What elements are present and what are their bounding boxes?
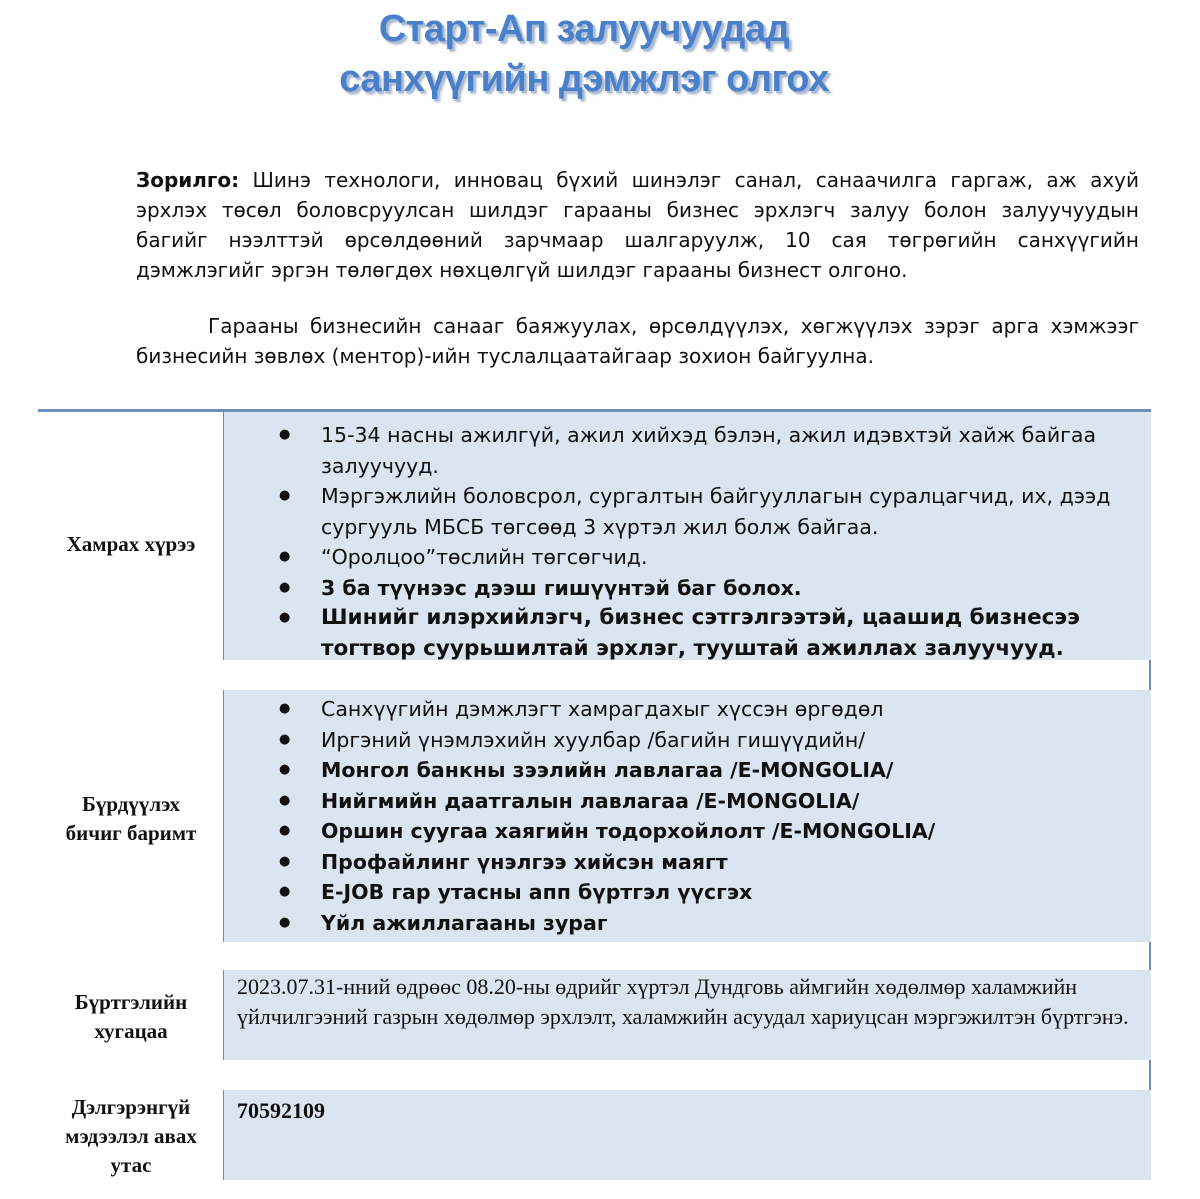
row-divider-edge: [1149, 660, 1151, 690]
page-title: [0, 4, 1168, 104]
list-item: ● 15-34 насны ажилгүй, ажил хийхэд бэлэн, ажил идэвхтэй хайж байгаа залуучууд.: [224, 420, 1151, 481]
registration-text: 2023.07.31-нний өдрөөс 08.20-ны өдрийг хүртэл Дундговь аймгийн хөдөлмөр халамжийн үйлчилгээний газрын хөдөлмөр эрхлэлт, халамжийн асуудал хариуцсан мэргэжилтэн бүртгэнэ.: [237, 974, 1129, 1029]
contact-cell: [223, 1090, 1151, 1180]
list-item: ● Иргэний үнэмлэхийн хуулбар /багийн гишүүдийн/: [224, 725, 1151, 756]
registration-label-line-2: хугацаа: [94, 1019, 168, 1043]
list-item: ● E-JOB гар утасны апп бүртгэл үүсгэх: [224, 877, 1151, 908]
title-line-2: санхүүгийн дэмжлэг олгох: [339, 58, 829, 100]
documents-list: [224, 690, 1151, 938]
list-item: ● Санхүүгийн дэмжлэгт хамрагдахыг хүссэн өргөдөл: [224, 694, 1151, 725]
goal-paragraph: [136, 165, 1139, 285]
documents-cell: [223, 690, 1151, 942]
list-item: ● Үйл ажиллагааны зураг: [224, 908, 1151, 939]
mentor-paragraph: Гарааны бизнесийн санааг баяжуулах, өрсөлдүүлэх, хөгжүүлэх зэрэг арга хэмжээг бизнесийн зөвлөх (ментор)-ийн туслалцаатайгаар зохион байгуулна.: [136, 314, 1139, 368]
title-line-1: Старт-Ап залуучуудад: [378, 8, 790, 50]
registration-label-line-1: Бүртгэлийн: [74, 990, 188, 1014]
list-item: ● Шинийг илэрхийлэгч, бизнес сэтгэлгээтэй, цаашид бизнесээ тогтвор суурьшилтай эрхлэг, тууштай ажиллах залуучууд.: [224, 603, 1151, 664]
goal-text: Шинэ технологи, инновац бүхий шинэлэг санал, санаачилга гаргаж, аж ахуй эрхлэх төсөл боловсруулсан шилдэг гарааны бизнес эрхлэгч залуу болон залуучуудын багийг нээлттэй өрсөлдөөний зарчмаар шалгаруулж, 10 сая төгрөгийн санхүүгийн дэмжлэгийг эргэн төлөгдөх нөхцөлгүй шилдэг гарааны бизнест олгоно.: [136, 168, 1139, 282]
row-divider-edge: [1149, 1060, 1151, 1090]
scope-cell: [223, 412, 1151, 660]
scope-label: Хамрах хүрээ: [66, 532, 196, 556]
row-divider-edge: [1149, 942, 1151, 970]
list-item: ● “Оролцоо”төслийн төгсөгчид.: [224, 542, 1151, 573]
documents-label-line-2: бичиг баримт: [65, 821, 197, 845]
list-item: ● Оршин суугаа хаягийн тодорхойлолт /E-MONGOLIA/: [224, 816, 1151, 847]
registration-cell: [223, 970, 1151, 1060]
contact-label-line-1: Дэлгэрэнгүй: [71, 1095, 191, 1119]
contact-label-line-2: мэдээлэл авах: [65, 1124, 197, 1148]
registration-label: [40, 988, 222, 1046]
documents-label-line-1: Бүрдүүлэх: [82, 792, 180, 816]
contact-label: [40, 1093, 222, 1180]
list-item: ● 3 ба түүнээс дээш гишүүнтэй баг болох.: [224, 573, 1151, 604]
contact-label-line-3: утас: [110, 1153, 152, 1177]
list-item: ● Нийгмийн даатгалын лавлагаа /E-MONGOLIA/: [224, 786, 1151, 817]
contact-phone: 70592109: [237, 1098, 325, 1123]
scope-list: [224, 412, 1151, 664]
goal-label: Зорилго:: [136, 168, 240, 192]
list-item: ● Мэргэжлийн боловсрол, сургалтын байгууллагын суралцагчид, их, дээд сургууль МБСБ төгсөөд 3 хүртэл жил болж байгаа.: [224, 481, 1151, 542]
list-item: ● Монгол банкны зээлийн лавлагаа /E-MONGOLIA/: [224, 755, 1151, 786]
list-item: ● Профайлинг үнэлгээ хийсэн маягт: [224, 847, 1151, 878]
documents-label: [40, 790, 222, 848]
